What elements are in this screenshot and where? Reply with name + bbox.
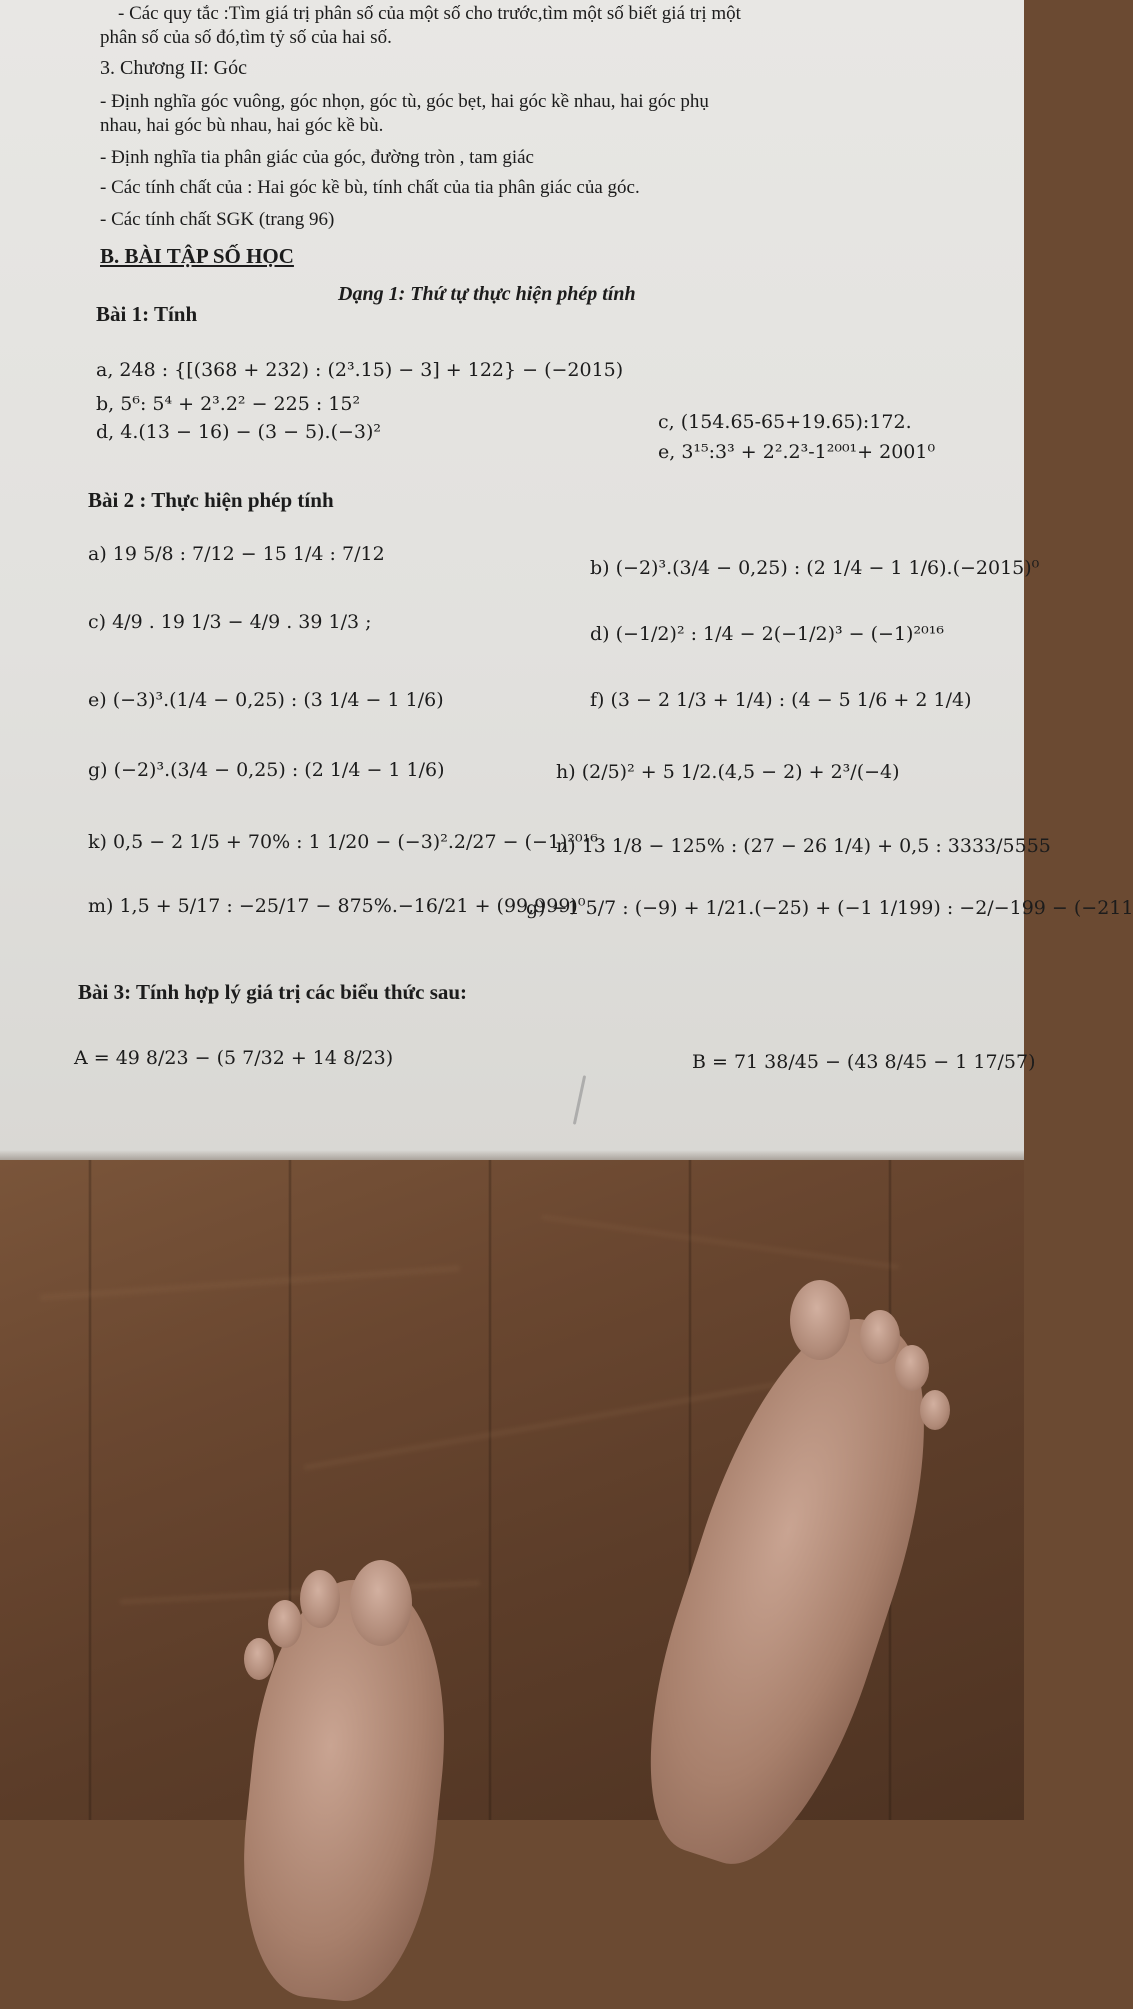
bai-2-title: Bài 2 : Thực hiện phép tính — [88, 488, 334, 512]
bai-3-expression-a: A = 49 8/23 − (5 7/32 + 14 8/23) — [74, 1047, 394, 1069]
floor-grain — [40, 1265, 459, 1300]
bai-1-d: d, 4.(13 − 16) − (3 − 5).(−3)² — [96, 421, 382, 443]
left-toe — [300, 1570, 340, 1628]
wooden-floor — [0, 1160, 1024, 1820]
floor-grain — [541, 1215, 898, 1269]
bai-2-h: h) (2/5)² + 5 1/2.(4,5 − 2) + 2³/(−4) — [556, 761, 900, 783]
right-toe — [895, 1345, 929, 1391]
bai-2-g2: g) −1 5/7 : (−9) + 1/21.(−25) + (−1 1/199) : −2/−199 − (−211 — [526, 897, 1133, 919]
form-1-title: Dạng 1: Thứ tự thực hiện phép tính — [338, 283, 636, 305]
pen-mark — [573, 1075, 586, 1125]
left-foot — [229, 1571, 462, 2009]
bai-1-title: Bài 1: Tính — [96, 302, 198, 326]
bai-2-a: a) 19 5/8 : 7/12 − 15 1/4 : 7/12 — [88, 543, 385, 565]
right-big-toe — [790, 1280, 850, 1360]
bai-2-n: n) 13 1/8 − 125% : (27 − 26 1/4) + 0,5 : 3333/5555 — [556, 835, 1051, 857]
properties-1: - Các tính chất của : Hai góc kề bù, tính chất của tia phân giác của góc. — [100, 177, 640, 198]
bai-1-a: a, 248 : {[(368 + 232) : (2³.15) − 3] + 122} − (−2015) — [96, 359, 624, 381]
theory-line-1: - Các quy tắc :Tìm giá trị phân số của một số cho trước,tìm một số biết giá trị một — [118, 3, 741, 24]
chapter-2-heading: 3. Chương II: Góc — [100, 57, 247, 79]
right-toe — [860, 1310, 900, 1364]
definition-bisector: - Định nghĩa tia phân giác của góc, đường tròn , tam giác — [100, 147, 534, 168]
bai-2-b: b) (−2)³.(3/4 − 0,25) : (2 1/4 − 1 1/6).(−2015)⁰ — [590, 557, 1040, 579]
bai-3-expression-b: B = 71 38/45 − (43 8/45 − 1 17/57) — [692, 1051, 1036, 1073]
properties-2: - Các tính chất SGK (trang 96) — [100, 209, 335, 230]
left-big-toe — [350, 1560, 412, 1646]
bai-1-e: e, 3¹⁵:3³ + 2².2³-1²⁰⁰¹+ 2001⁰ — [658, 441, 936, 463]
bai-2-m: m) 1,5 + 5/17 : −25/17 − 875%.−16/21 + (99,999)⁰ — [88, 895, 586, 917]
bai-2-k: k) 0,5 − 2 1/5 + 70% : 1 1/20 − (−3)².2/27 − (−1)²⁰¹⁶ — [88, 831, 598, 853]
section-b-title: B. BÀI TẬP SỐ HỌC — [100, 244, 294, 268]
right-toe — [920, 1390, 950, 1430]
left-toe — [244, 1638, 274, 1680]
bai-2-g: g) (−2)³.(3/4 − 0,25) : (2 1/4 − 1 1/6) — [88, 759, 445, 781]
theory-line-2: phân số của số đó,tìm tỷ số của hai số. — [100, 27, 392, 48]
bai-2-d: d) (−1/2)² : 1/4 − 2(−1/2)³ − (−1)²⁰¹⁶ — [590, 623, 944, 645]
bai-2-f: f) (3 − 2 1/3 + 1/4) : (4 − 5 1/6 + 2 1/4) — [590, 689, 972, 711]
bai-1-b: b, 5⁶: 5⁴ + 2³.2² − 225 : 15² — [96, 393, 361, 415]
bai-2-e: e) (−3)³.(1/4 − 0,25) : (3 1/4 − 1 1/6) — [88, 689, 444, 711]
bai-3-title: Bài 3: Tính hợp lý giá trị các biểu thức sau: — [78, 980, 468, 1004]
bai-2-c: c) 4/9 . 19 1/3 − 4/9 . 39 1/3 ; — [88, 611, 372, 633]
left-toe — [268, 1600, 302, 1648]
bai-1-c: c, (154.65-65+19.65):172. — [658, 411, 912, 433]
definition-angles-2: nhau, hai góc bù nhau, hai góc kề bù. — [100, 115, 384, 136]
definition-angles-1: - Định nghĩa góc vuông, góc nhọn, góc tù, góc bẹt, hai góc kề nhau, hai góc phụ — [100, 91, 709, 112]
